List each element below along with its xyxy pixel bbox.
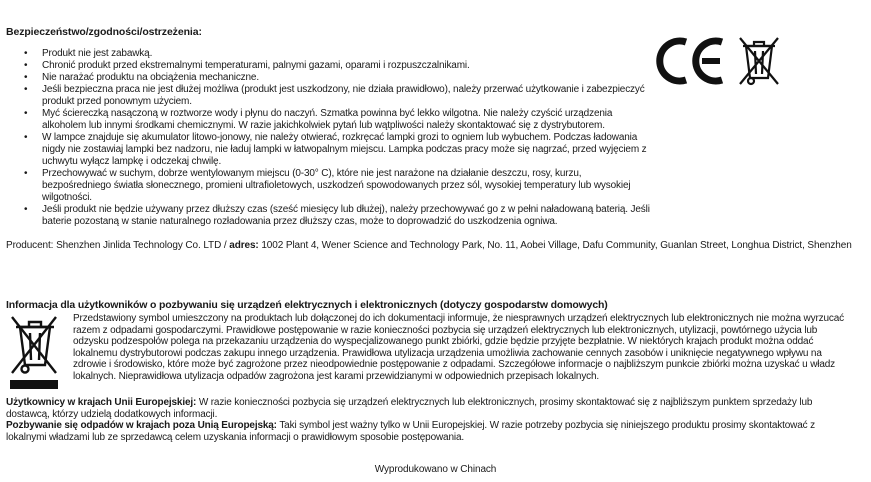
producer-label: Producent:: [6, 240, 54, 251]
producer-address: 1002 Plant 4, Wener Science and Technology Park, No. 11, Aobei Village, Dafu Community, Guanlan Street, Longhua District, Shenzhen: [261, 240, 852, 251]
ce-mark-icon: [656, 36, 730, 86]
non-eu-paragraph: [6, 420, 852, 443]
list-item: • Myć ściereczką nasączoną w roztworze wody i płynu do naczyń. Szmatka powinna być lekko wilgotna. Nie należy czyścić urządzenia alkoholem lub innymi środkami chemicznymi. W razie jakichkolwiek pytań lub wątpliwości należy skontaktować się z dystrybutorem.: [0, 108, 650, 132]
address-label: adres:: [229, 240, 259, 251]
crossed-bin-icon: [736, 34, 782, 90]
eu-users-text: W razie konieczności pozbycia się urządzeń elektrycznych lub elektronicznych, prosimy skontaktować się z najbliższym punktem sprzedaży lub dostawcą, którzy udzielą dodatkowych informacji.: [6, 397, 813, 420]
list-item: • Jeśli produkt nie będzie używany przez dłuższy czas (sześć miesięcy lub dłużej), należy przechowywać go z w pełni naładowaną baterią. Jeśli baterie pozostaną w stanie naturalnego rozładowania przez dłuższy czas, może to doprowadzić do uszkodzenia ogniwa.: [0, 204, 650, 228]
list-item: • Jeśli bezpieczna praca nie jest dłużej możliwa (produkt jest uszkodzony, nie działa prawidłowo), należy przerwać użytkowanie i zabezpieczyć produkt przed ponownym użyciem.: [0, 84, 650, 108]
producer-name: Shenzhen Jinlida Technology Co. LTD /: [56, 240, 227, 251]
disposal-body: Przedstawiony symbol umieszczony na produktach lub dołączonej do ich dokumentacji informuje, że niesprawnych urządzeń elektrycznych lub elektronicznych nie można wyrzucać razem z odpadami gospodarczymi. Prawidłowe postępowanie w razie konieczności pozbycia się urządzeń elektrycznych lub elektronicznych, utylizacji, powtórnego użycia lub odzysku podzespołów polega na przekazaniu urządzenia do wyspecjalizowanego punkt zbiórki, gdzie będzie przyjęte bezpłatnie. W niektórych krajach produkt można oddać lokalnemu dystrybutorowi podczas zakupu innego urządzenia. Prawidłowa utylizacja urządzenia umożliwia zachowanie cennych zasobów i uniknięcie negatywnego wpływu na zdrowie i środowisko, które może być zagrożone przez nieodpowiednie postępowanie z odpadami. Szczegółowe informacje o najbliższym punkcie zbiórki można uzyskać u władz lokalnych. Nieprawidłowa utylizacja odpadów zagrożona jest karami przewidzianymi w odpowiednich przepisach lokalnych.: [73, 313, 845, 382]
list-item: • Produkt nie jest zabawką.: [0, 48, 650, 60]
made-in-label: Wyprodukowano w Chinach: [374, 464, 497, 475]
safety-heading: Bezpieczeństwo/zgodności/ostrzeżenia:: [6, 26, 202, 38]
list-item: • Nie narażać produktu na obciążenia mechaniczne.: [0, 72, 650, 84]
safety-list: [0, 48, 650, 228]
non-eu-text: Taki symbol jest ważny tylko w Unii Europejskiej. W razie potrzeby pozbycia się niniejszego produktu prosimy skontaktować z lokalnymi władzami lub ze sprzedawcą celem uzyskania informacji o prawidłowym sposobie postępowania.: [6, 420, 815, 443]
eu-users-paragraph: [6, 397, 852, 420]
disposal-heading: Informacja dla użytkowników o pozbywaniu się urządzeń elektrycznych i elektronicznych (dotyczy gospodarstw domowych): [6, 299, 608, 311]
list-item: • W lampce znajduje się akumulator litowo-jonowy, nie należy otwierać, rozkręcać lampki grozi to ogniem lub wybuchem. Podczas ładowania nigdy nie zostawiaj lampki bez nadzoru, nie ładuj lampki w łatwopalnym miejscu. Lampka podczas pracy może się nagrzać, przed wyjęciem z uchwytu wyłącz lampkę i odczekaj chwilę.: [0, 132, 650, 168]
non-eu-label: Pozbywanie się odpadów w krajach poza Unią Europejską:: [6, 420, 277, 431]
eu-users-label: Użytkownicy w krajach Unii Europejskiej:: [6, 397, 197, 408]
list-item: • Przechowywać w suchym, dobrze wentylowanym miejscu (0-30° C), które nie jest narażone na działanie deszczu, rosy, kurzu, bezpośredniego światła słonecznego, promieni ultrafioletowych, uszkodzeń spowodowanych przez sól, wysokiej temperatury lub wysokiej wilgotności.: [0, 168, 650, 204]
producer-info: [6, 240, 852, 252]
weee-bin-icon: [8, 313, 60, 390]
list-item: • Chronić produkt przed ekstremalnymi temperaturami, palnymi gazami, oparami i rozpuszczalnikami.: [0, 60, 650, 72]
